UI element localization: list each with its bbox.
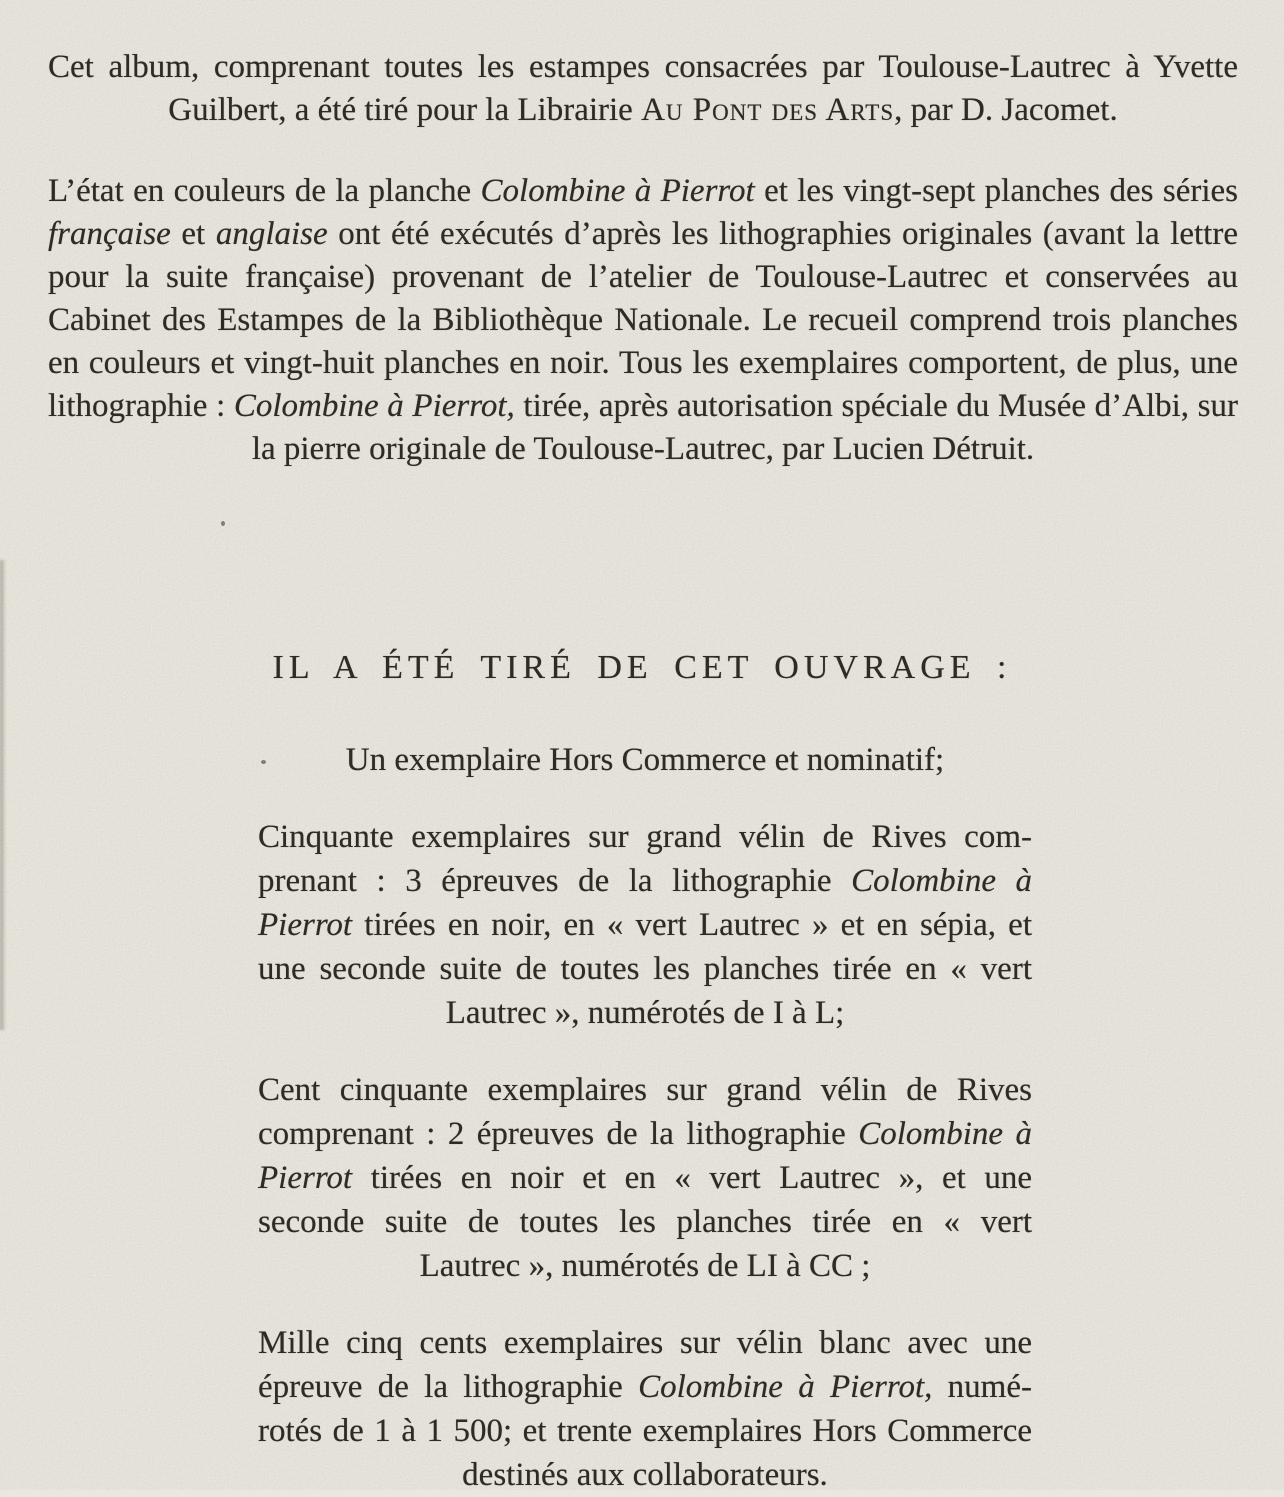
text-segment: ont été exécutés d’après les lithographies originales (avant la lettre pour la suite française) provenant de l’atelier de Toulouse-Lautrec et conservées au Cabinet des Estampes de la Bibliothèque Nationale. Le recueil comprend trois planches en couleurs et vingt-huit planches en noir. Tous les exemplaires comportent, de plus, une lithographie :: [48, 216, 1238, 424]
text-segment: numérotés de 1 à 1 500; et trente exemplaires Hors Commerce destinés aux collaborateurs.: [258, 1369, 1032, 1493]
text-segment: tirée, après autorisation spéciale du Musée d’Albi, sur la pierre originale de Toulouse-Lautrec, par Lucien Détruit.: [251, 388, 1238, 467]
text-segment-italic: Colombine à Pierrot,: [233, 388, 515, 424]
text-segment-italic: Colombine à Pierrot: [258, 863, 1033, 943]
text-segment: Cinquante exemplaires sur grand vélin de Rives comprenant : 3 épreuves de la lithographie: [258, 819, 1032, 899]
text-segment-smallcaps: Au Pont des Arts: [641, 92, 895, 128]
text-segment: Mille cinq cents exemplaires sur vélin blanc avec une épreuve de la lithographie: [258, 1325, 1032, 1405]
text-segment: L’état en couleurs de la planche: [48, 173, 481, 209]
text-segment-italic: Colombine à Pierrot: [258, 1116, 1032, 1196]
text-segment: Cet album, comprenant toutes les estampes consacrées par Toulouse-Lautrec à Yvette Guilbert, a été tiré pour la Librairie: [48, 49, 1238, 128]
text-segment-italic: anglaise: [215, 216, 328, 252]
text-segment: et: [170, 216, 216, 252]
colophon-paragraph-intro: [48, 46, 1238, 132]
text-segment: et les vingt-sept planches des séries: [754, 173, 1238, 209]
edition-item-hors-commerce: [258, 738, 1032, 782]
text-segment: Cent cinquante exemplaires sur grand vélin de Rives comprenant : 2 épreuves de la lithographie: [258, 1072, 1032, 1152]
text-segment-italic: française: [48, 216, 171, 252]
text-segment-italic: Colombine à Pierrot: [480, 173, 755, 209]
ink-speck: [261, 760, 266, 764]
text-segment-italic: Colombine à Pierrot,: [638, 1369, 933, 1405]
text-segment: , par D. Jacomet.: [894, 92, 1118, 128]
ink-speck: [221, 521, 225, 526]
edition-item-cinquante: [258, 815, 1032, 1035]
text-segment: Un exemplaire Hors Commerce et nominatif;: [345, 742, 945, 778]
colophon-paragraph-description: [48, 170, 1238, 471]
text-segment: tirées en noir, en « vert Lautrec » et en sépia, et une seconde suite de toutes les planches tirée en « vert Lautrec », numérotés de I à L;: [258, 907, 1032, 1031]
limitation-heading: IL A ÉTÉ TIRÉ DE CET OUVRAGE :: [272, 649, 1012, 686]
text-segment: tirées en noir et en « vert Lautrec », et une seconde suite de toutes les planches tirée en « vert Lautrec », numérotés de LI à CC ;: [258, 1160, 1032, 1284]
edition-item-cent-cinquante: [258, 1068, 1032, 1288]
edition-item-mille-cinq-cents: [258, 1321, 1032, 1497]
